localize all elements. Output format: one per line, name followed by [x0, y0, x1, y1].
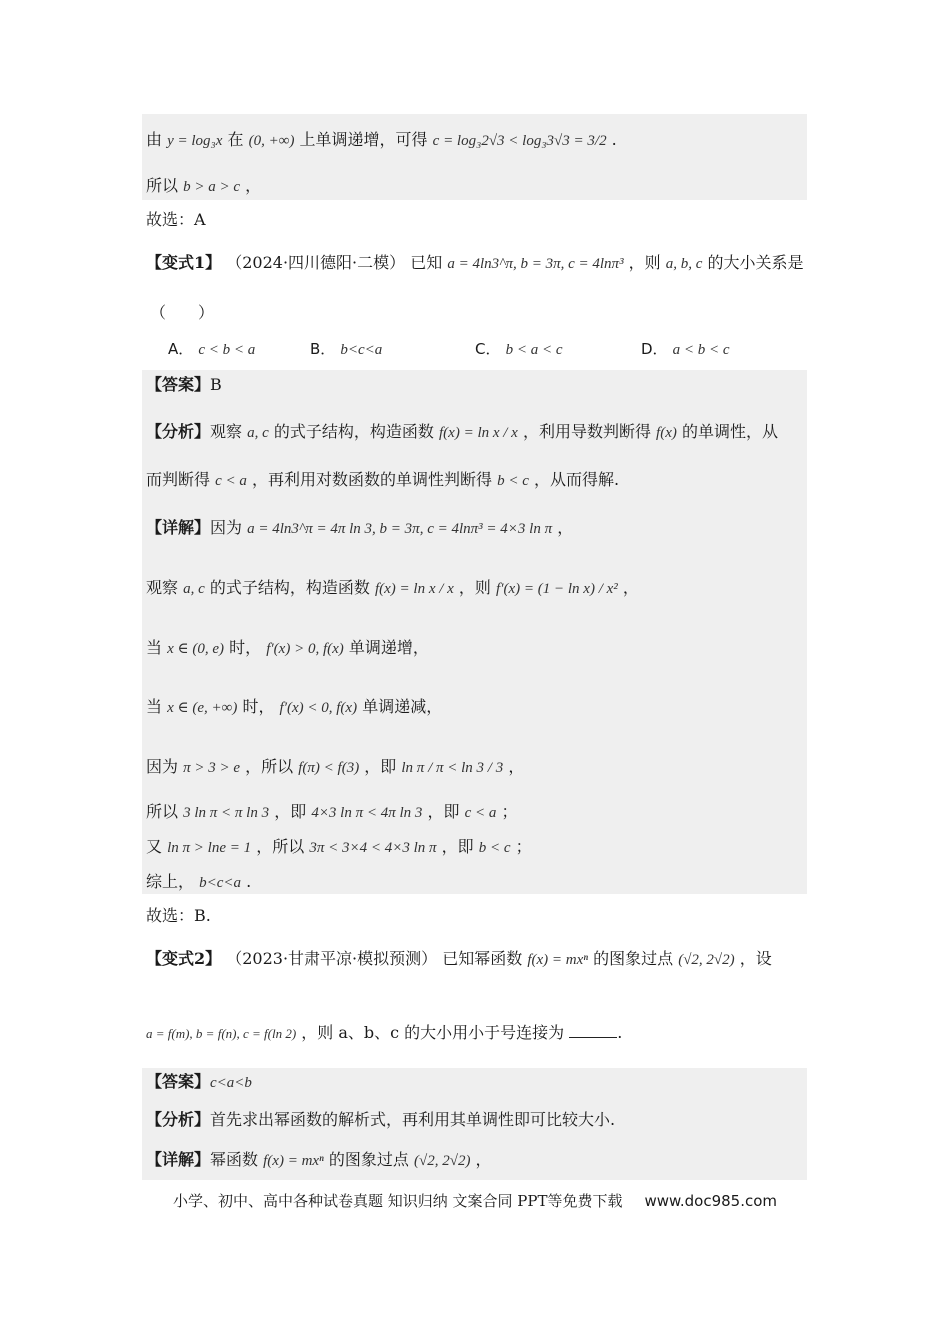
- variant2-analysis: 【分析】首先求出幂函数的解析式，再利用其单调性即可比较大小.: [146, 1110, 616, 1129]
- option-a: A． c < b < a: [168, 340, 256, 358]
- variant2-question-1: 【变式2】 （2023·甘肃平凉·模拟预测） 已知幂函数 f(x) = mxⁿ 的图象过点 (√2, 2√2) ，设: [146, 949, 772, 968]
- footer-url[interactable]: www.doc985.com: [644, 1192, 778, 1210]
- answer-blank: [569, 1023, 617, 1038]
- variant1-source: （2024·四川德阳·二模）: [226, 253, 406, 272]
- math-expr: a = 4ln3^π, b = 3π, c = 4lnπ³: [447, 256, 624, 272]
- answer-value: B: [210, 375, 222, 394]
- variant2-answer: 【答案】c<a<b: [146, 1072, 252, 1091]
- math-expr: c = log₃2√3 < log₃3√3 = 3/2: [432, 133, 607, 149]
- math-expr: a, b, c: [665, 256, 703, 272]
- variant1-answer: 【答案】B: [146, 375, 222, 394]
- variant1-analysis-1: 【分析】观察 a, c 的式子结构，构造函数 f(x) = ln x / x ，利用导数判断得 f(x) 的单调性，从: [146, 422, 778, 441]
- variant2-question-2: a = f(m), b = f(n), c = f(ln 2) ，则 a、b、c 的大小用小于号连接为 .: [146, 1023, 623, 1042]
- option-b: B． b<c<a: [310, 340, 383, 358]
- footer-text: 小学、初中、高中各种试卷真题 知识归纳 文案合同 PPT等免费下载: [172, 1192, 623, 1210]
- variant1-detail-1: 【详解】因为 a = 4ln3^π = 4π ln 3, b = 3π, c = 4lnπ³ = 4×3 ln π ，: [146, 518, 574, 537]
- variant1-detail-6: 所以 3 ln π < π ln 3 ，即 4×3 ln π < 4π ln 3 ，即 c < a ；: [146, 802, 518, 821]
- variant1-detail-7: 又 ln π > lne = 1 ，所以 3π < 3×4 < 4×3 ln π ，即 b < c ；: [146, 837, 532, 856]
- top-line-2: 所以 b > a > c ，: [146, 176, 262, 195]
- math-expr: y = log₃x: [167, 133, 223, 149]
- option-d: D． a < b < c: [641, 340, 730, 358]
- top-conclusion: 故选：A: [146, 210, 206, 229]
- variant1-detail-2: 观察 a, c 的式子结构，构造函数 f(x) = ln x / x ，则 f′(x) = (1 − ln x) / x² ，: [146, 578, 639, 597]
- top-line-1: 由 y = log₃x 在 (0, +∞) 上单调递增，可得 c = log₃2√3 < log₃3√3 = 3/2 .: [146, 130, 617, 149]
- variant1-detail-4: 当 x ∈ (e, +∞) 时， f′(x) < 0, f(x) 单调递减，: [146, 697, 443, 716]
- option-c: C． b < a < c: [475, 340, 563, 358]
- variant2-label: 【变式2】: [146, 949, 222, 968]
- variant2-source: （2023·甘肃平凉·模拟预测）: [226, 949, 438, 968]
- math-expr: b > a > c: [183, 179, 241, 195]
- variant2-detail: 【详解】幂函数 f(x) = mxⁿ 的图象过点 (√2, 2√2) ，: [146, 1150, 492, 1169]
- math-expr: (0, +∞): [248, 133, 295, 149]
- variant1-conclusion: 故选：B.: [146, 906, 211, 925]
- variant1-paren: （ ）: [150, 303, 215, 322]
- answer-value: c<a<b: [210, 1075, 252, 1091]
- variant1-detail-8: 综上， b<c<a .: [146, 872, 252, 891]
- variant1-question: 【变式1】 （2024·四川德阳·二模） 已知 a = 4ln3^π, b = 3π, c = 4lnπ³ ，则 a, b, c 的大小关系是: [146, 253, 804, 272]
- page-footer: [0, 1190, 950, 1211]
- variant1-label: 【变式1】: [146, 253, 222, 272]
- variant1-detail-3: 当 x ∈ (0, e) 时， f′(x) > 0, f(x) 单调递增，: [146, 638, 429, 657]
- variant1-analysis-2: 而判断得 c < a ，再利用对数函数的单调性判断得 b < c ，从而得解.: [146, 470, 620, 489]
- variant1-detail-5: 因为 π > 3 > e ，所以 f(π) < f(3) ，即 ln π / π < ln 3 / 3 ，: [146, 757, 525, 776]
